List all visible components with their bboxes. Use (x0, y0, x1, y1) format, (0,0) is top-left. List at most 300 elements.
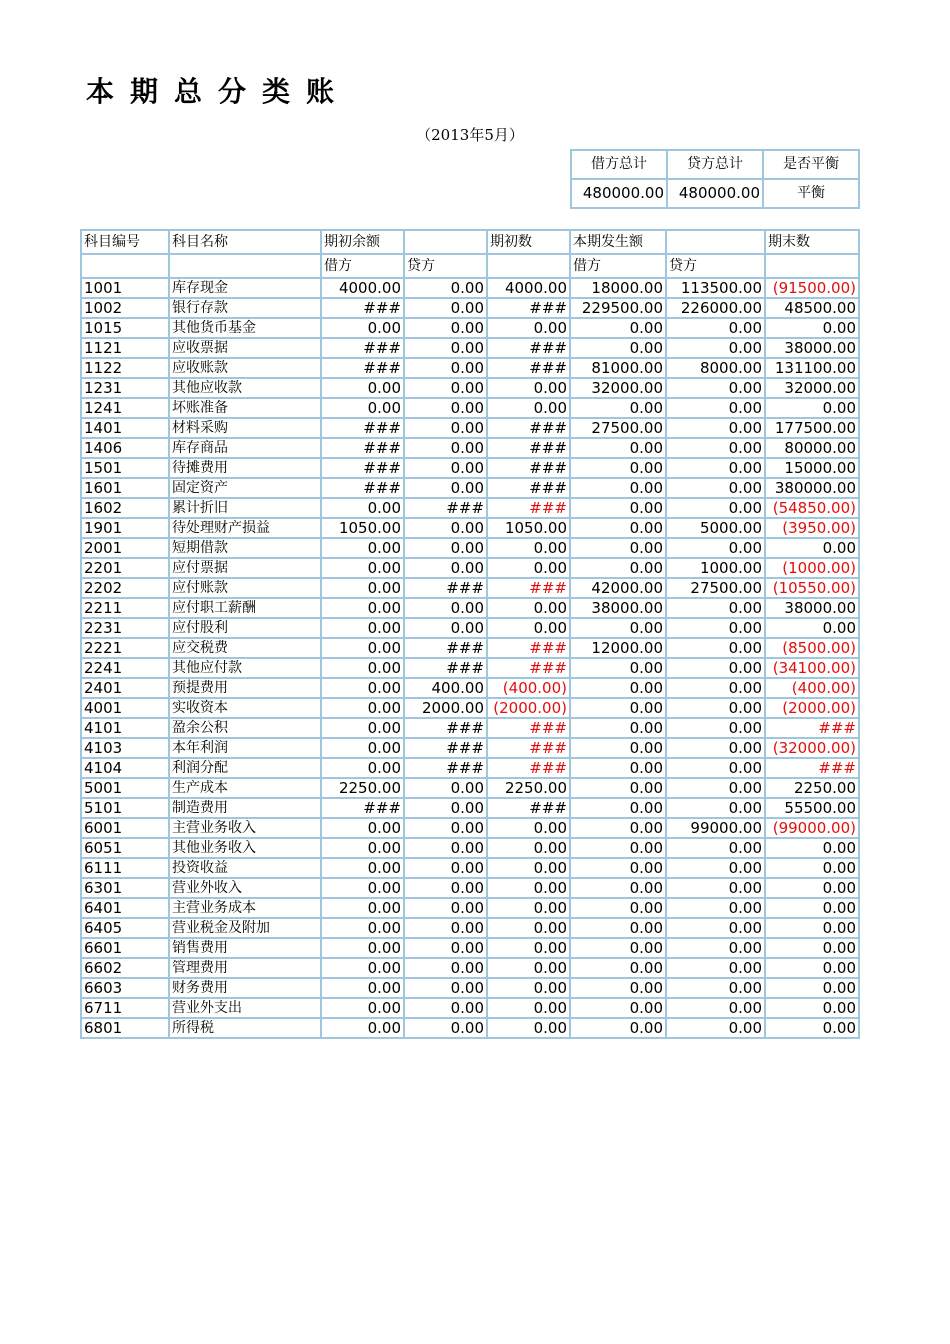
cell-opening-balance: ### (487, 798, 570, 818)
cell-opening-debit: 1050.00 (321, 518, 404, 538)
cell-opening-debit: 0.00 (321, 738, 404, 758)
cell-opening-credit: ### (404, 638, 487, 658)
cell-opening-credit: 0.00 (404, 778, 487, 798)
cell-code: 4101 (81, 718, 169, 738)
cell-period-debit: 0.00 (570, 698, 666, 718)
cell-opening-balance: ### (487, 738, 570, 758)
cell-opening-credit: 2000.00 (404, 698, 487, 718)
cell-code: 4103 (81, 738, 169, 758)
cell-opening-balance: ### (487, 658, 570, 678)
table-row (81, 398, 859, 418)
cell-opening-credit: ### (404, 738, 487, 758)
cell-period-debit: 0.00 (570, 438, 666, 458)
cell-closing-balance: 0.00 (765, 958, 859, 978)
cell-opening-debit: 0.00 (321, 558, 404, 578)
cell-period-credit: 0.00 (666, 838, 765, 858)
cell-code: 2201 (81, 558, 169, 578)
cell-name: 营业税金及附加 (169, 918, 321, 938)
cell-period-credit: 27500.00 (666, 578, 765, 598)
cell-opening-credit: 0.00 (404, 358, 487, 378)
table-row (81, 338, 859, 358)
cell-closing-balance: 131100.00 (765, 358, 859, 378)
cell-period-credit: 0.00 (666, 898, 765, 918)
cell-opening-credit: 0.00 (404, 478, 487, 498)
cell-period-credit: 0.00 (666, 778, 765, 798)
table-row (81, 418, 859, 438)
cell-period-credit: 1000.00 (666, 558, 765, 578)
cell-name: 营业外收入 (169, 878, 321, 898)
cell-period-debit: 12000.00 (570, 638, 666, 658)
cell-opening-debit: 4000.00 (321, 278, 404, 298)
cell-name: 销售费用 (169, 938, 321, 958)
cell-period-debit: 38000.00 (570, 598, 666, 618)
cell-period-credit: 0.00 (666, 978, 765, 998)
cell-period-credit: 0.00 (666, 598, 765, 618)
cell-closing-balance: 0.00 (765, 618, 859, 638)
cell-closing-balance: 0.00 (765, 998, 859, 1018)
cell-opening-debit: 0.00 (321, 638, 404, 658)
cell-opening-debit: 0.00 (321, 838, 404, 858)
cell-opening-debit: 0.00 (321, 618, 404, 638)
column-header-period-debit: 借方 (570, 254, 666, 278)
cell-opening-credit: 0.00 (404, 598, 487, 618)
table-row (81, 858, 859, 878)
cell-code: 6405 (81, 918, 169, 938)
cell-code: 6711 (81, 998, 169, 1018)
table-row (81, 518, 859, 538)
cell-opening-balance: 0.00 (487, 318, 570, 338)
cell-opening-debit: 0.00 (321, 1018, 404, 1038)
cell-opening-debit: 0.00 (321, 678, 404, 698)
cell-opening-credit: 0.00 (404, 918, 487, 938)
cell-name: 应付账款 (169, 578, 321, 598)
cell-code: 1406 (81, 438, 169, 458)
summary-value-row (571, 179, 859, 208)
cell-period-credit: 8000.00 (666, 358, 765, 378)
cell-opening-debit: 0.00 (321, 758, 404, 778)
cell-opening-credit: 0.00 (404, 998, 487, 1018)
cell-name: 主营业务收入 (169, 818, 321, 838)
cell-code: 1122 (81, 358, 169, 378)
cell-period-debit: 0.00 (570, 738, 666, 758)
cell-opening-balance: 0.00 (487, 598, 570, 618)
cell-closing-balance: 0.00 (765, 938, 859, 958)
cell-opening-debit: 0.00 (321, 578, 404, 598)
cell-opening-credit: 0.00 (404, 378, 487, 398)
cell-code: 4104 (81, 758, 169, 778)
cell-opening-debit: ### (321, 458, 404, 478)
cell-closing-balance: (2000.00) (765, 698, 859, 718)
cell-period-debit: 27500.00 (570, 418, 666, 438)
cell-name: 管理费用 (169, 958, 321, 978)
cell-opening-balance: ### (487, 638, 570, 658)
cell-period-debit: 229500.00 (570, 298, 666, 318)
table-row (81, 658, 859, 678)
cell-opening-debit: 2250.00 (321, 778, 404, 798)
cell-code: 1602 (81, 498, 169, 518)
cell-opening-balance: 0.00 (487, 558, 570, 578)
cell-period-debit: 0.00 (570, 778, 666, 798)
cell-closing-balance: 55500.00 (765, 798, 859, 818)
cell-opening-debit: ### (321, 418, 404, 438)
cell-opening-balance: 0.00 (487, 1018, 570, 1038)
cell-period-credit: 0.00 (666, 998, 765, 1018)
table-row (81, 378, 859, 398)
cell-period-debit: 0.00 (570, 978, 666, 998)
table-row (81, 738, 859, 758)
cell-code: 2001 (81, 538, 169, 558)
cell-opening-debit: 0.00 (321, 698, 404, 718)
cell-opening-balance: 0.00 (487, 878, 570, 898)
cell-closing-balance: 0.00 (765, 838, 859, 858)
cell-closing-balance: 0.00 (765, 858, 859, 878)
table-row (81, 458, 859, 478)
cell-name: 其他货币基金 (169, 318, 321, 338)
cell-closing-balance: 177500.00 (765, 418, 859, 438)
cell-code: 1231 (81, 378, 169, 398)
cell-name: 应付票据 (169, 558, 321, 578)
column-header-name: 科目名称 (169, 230, 321, 254)
column-header-opening-debit: 期初余额 (321, 230, 404, 254)
cell-period-credit: 0.00 (666, 438, 765, 458)
table-row (81, 678, 859, 698)
cell-opening-debit: ### (321, 338, 404, 358)
column-header-period-credit (666, 230, 765, 254)
cell-period-debit: 0.00 (570, 678, 666, 698)
cell-opening-credit: 0.00 (404, 798, 487, 818)
cell-name: 所得税 (169, 1018, 321, 1038)
cell-closing-balance: 0.00 (765, 978, 859, 998)
cell-period-debit: 0.00 (570, 898, 666, 918)
cell-opening-credit: 0.00 (404, 538, 487, 558)
cell-name: 利润分配 (169, 758, 321, 778)
cell-opening-balance: ### (487, 578, 570, 598)
credit-total-value: 480000.00 (667, 179, 763, 208)
credit-total-header: 贷方总计 (667, 150, 763, 179)
cell-name: 其他业务收入 (169, 838, 321, 858)
cell-period-credit: 0.00 (666, 958, 765, 978)
cell-closing-balance: 48500.00 (765, 298, 859, 318)
cell-opening-debit: 0.00 (321, 538, 404, 558)
cell-name: 库存商品 (169, 438, 321, 458)
cell-code: 1241 (81, 398, 169, 418)
column-header-opening-credit (404, 230, 487, 254)
cell-period-credit: 0.00 (666, 478, 765, 498)
cell-period-debit: 0.00 (570, 478, 666, 498)
cell-name: 预提费用 (169, 678, 321, 698)
table-row (81, 898, 859, 918)
cell-code: 2241 (81, 658, 169, 678)
table-row (81, 618, 859, 638)
cell-opening-debit: 0.00 (321, 978, 404, 998)
cell-period-debit: 0.00 (570, 458, 666, 478)
cell-period-credit: 0.00 (666, 798, 765, 818)
cell-name: 待摊费用 (169, 458, 321, 478)
cell-code: 2202 (81, 578, 169, 598)
cell-code: 1121 (81, 338, 169, 358)
cell-closing-balance: (3950.00) (765, 518, 859, 538)
cell-closing-balance: 0.00 (765, 878, 859, 898)
cell-opening-debit: ### (321, 358, 404, 378)
table-row (81, 598, 859, 618)
cell-opening-credit: 0.00 (404, 338, 487, 358)
cell-period-credit: 0.00 (666, 918, 765, 938)
table-row (81, 578, 859, 598)
cell-closing-balance: (99000.00) (765, 818, 859, 838)
cell-closing-balance: (1000.00) (765, 558, 859, 578)
cell-opening-credit: 400.00 (404, 678, 487, 698)
cell-opening-balance: 0.00 (487, 858, 570, 878)
cell-period-credit: 0.00 (666, 498, 765, 518)
cell-code: 2221 (81, 638, 169, 658)
cell-closing-balance: ### (765, 718, 859, 738)
table-row (81, 478, 859, 498)
cell-name: 固定资产 (169, 478, 321, 498)
cell-period-debit: 0.00 (570, 398, 666, 418)
cell-name: 累计折旧 (169, 498, 321, 518)
table-row (81, 558, 859, 578)
cell-period-credit: 0.00 (666, 658, 765, 678)
table-row (81, 838, 859, 858)
cell-opening-debit: 0.00 (321, 378, 404, 398)
table-row (81, 698, 859, 718)
cell-opening-debit: ### (321, 798, 404, 818)
cell-opening-debit: 0.00 (321, 598, 404, 618)
cell-period-credit: 0.00 (666, 718, 765, 738)
cell-name: 应付职工薪酬 (169, 598, 321, 618)
cell-code: 6801 (81, 1018, 169, 1038)
cell-opening-credit: 0.00 (404, 518, 487, 538)
table-row (81, 918, 859, 938)
column-header-opening-balance (487, 254, 570, 278)
ledger-table (80, 229, 860, 1039)
cell-opening-debit: ### (321, 478, 404, 498)
table-row (81, 818, 859, 838)
table-row (81, 638, 859, 658)
cell-period-credit: 0.00 (666, 458, 765, 478)
cell-period-debit: 0.00 (570, 798, 666, 818)
cell-period-debit: 0.00 (570, 858, 666, 878)
cell-name: 应交税费 (169, 638, 321, 658)
cell-name: 营业外支出 (169, 998, 321, 1018)
cell-closing-balance: 38000.00 (765, 598, 859, 618)
cell-name: 应收票据 (169, 338, 321, 358)
cell-opening-balance: ### (487, 458, 570, 478)
cell-code: 6602 (81, 958, 169, 978)
cell-closing-balance: 38000.00 (765, 338, 859, 358)
cell-opening-balance: ### (487, 758, 570, 778)
cell-opening-balance: ### (487, 718, 570, 738)
cell-opening-credit: 0.00 (404, 278, 487, 298)
cell-period-debit: 0.00 (570, 618, 666, 638)
cell-opening-credit: 0.00 (404, 558, 487, 578)
cell-opening-balance: 1050.00 (487, 518, 570, 538)
cell-period-debit: 0.00 (570, 1018, 666, 1038)
cell-code: 6301 (81, 878, 169, 898)
cell-code: 1601 (81, 478, 169, 498)
cell-opening-debit: ### (321, 298, 404, 318)
cell-opening-credit: ### (404, 578, 487, 598)
cell-opening-credit: 0.00 (404, 938, 487, 958)
table-row (81, 938, 859, 958)
debit-total-value: 480000.00 (571, 179, 667, 208)
cell-opening-balance: ### (487, 338, 570, 358)
cell-closing-balance: 0.00 (765, 898, 859, 918)
column-header-period-credit: 贷方 (666, 254, 765, 278)
table-row (81, 758, 859, 778)
cell-opening-credit: 0.00 (404, 1018, 487, 1038)
column-header-opening-debit: 借方 (321, 254, 404, 278)
table-row (81, 318, 859, 338)
cell-code: 2401 (81, 678, 169, 698)
cell-period-credit: 0.00 (666, 378, 765, 398)
cell-opening-credit: 0.00 (404, 858, 487, 878)
cell-opening-balance: 0.00 (487, 378, 570, 398)
cell-closing-balance: 80000.00 (765, 438, 859, 458)
column-header-name (169, 254, 321, 278)
cell-opening-credit: ### (404, 498, 487, 518)
cell-name: 财务费用 (169, 978, 321, 998)
table-row (81, 1018, 859, 1038)
cell-period-credit: 0.00 (666, 418, 765, 438)
cell-opening-balance: 0.00 (487, 958, 570, 978)
cell-period-credit: 0.00 (666, 538, 765, 558)
cell-code: 1501 (81, 458, 169, 478)
cell-period-debit: 0.00 (570, 818, 666, 838)
column-header-opening-credit: 贷方 (404, 254, 487, 278)
cell-name: 生产成本 (169, 778, 321, 798)
cell-period-debit: 0.00 (570, 658, 666, 678)
cell-closing-balance: (54850.00) (765, 498, 859, 518)
table-row (81, 878, 859, 898)
column-header-closing-balance (765, 254, 859, 278)
cell-code: 2211 (81, 598, 169, 618)
cell-name: 其他应收款 (169, 378, 321, 398)
cell-period-credit: 0.00 (666, 878, 765, 898)
cell-period-credit: 0.00 (666, 678, 765, 698)
table-row (81, 798, 859, 818)
cell-opening-balance: (400.00) (487, 678, 570, 698)
cell-opening-credit: 0.00 (404, 398, 487, 418)
cell-opening-debit: ### (321, 438, 404, 458)
cell-opening-credit: 0.00 (404, 838, 487, 858)
cell-opening-balance: ### (487, 438, 570, 458)
cell-name: 银行存款 (169, 298, 321, 318)
cell-opening-balance: 0.00 (487, 538, 570, 558)
cell-name: 库存现金 (169, 278, 321, 298)
table-row (81, 778, 859, 798)
cell-code: 6401 (81, 898, 169, 918)
cell-opening-balance: ### (487, 478, 570, 498)
cell-opening-debit: 0.00 (321, 858, 404, 878)
cell-opening-balance: 0.00 (487, 918, 570, 938)
cell-closing-balance: (34100.00) (765, 658, 859, 678)
table-row (81, 358, 859, 378)
cell-period-debit: 0.00 (570, 558, 666, 578)
cell-closing-balance: (8500.00) (765, 638, 859, 658)
balanced-header: 是否平衡 (763, 150, 859, 179)
cell-opening-balance: (2000.00) (487, 698, 570, 718)
cell-code: 6111 (81, 858, 169, 878)
cell-opening-balance: 0.00 (487, 398, 570, 418)
table-row (81, 718, 859, 738)
cell-opening-debit: 0.00 (321, 398, 404, 418)
cell-opening-balance: 0.00 (487, 938, 570, 958)
cell-opening-debit: 0.00 (321, 878, 404, 898)
cell-opening-balance: 0.00 (487, 978, 570, 998)
cell-code: 2231 (81, 618, 169, 638)
cell-name: 本年利润 (169, 738, 321, 758)
page-title: 本期总分类账 (86, 75, 351, 108)
column-header-opening-balance: 期初数 (487, 230, 570, 254)
cell-closing-balance: 32000.00 (765, 378, 859, 398)
cell-opening-balance: 0.00 (487, 618, 570, 638)
cell-name: 材料采购 (169, 418, 321, 438)
cell-opening-debit: 0.00 (321, 898, 404, 918)
cell-period-credit: 5000.00 (666, 518, 765, 538)
cell-period-debit: 18000.00 (570, 278, 666, 298)
cell-period-debit: 0.00 (570, 878, 666, 898)
cell-name: 应收账款 (169, 358, 321, 378)
cell-period-debit: 0.00 (570, 938, 666, 958)
table-row (81, 538, 859, 558)
cell-opening-credit: 0.00 (404, 958, 487, 978)
cell-period-debit: 0.00 (570, 498, 666, 518)
cell-period-credit: 0.00 (666, 758, 765, 778)
cell-opening-debit: 0.00 (321, 998, 404, 1018)
column-header-closing-balance: 期末数 (765, 230, 859, 254)
cell-code: 6603 (81, 978, 169, 998)
cell-opening-credit: 0.00 (404, 618, 487, 638)
cell-period-credit: 113500.00 (666, 278, 765, 298)
cell-period-debit: 0.00 (570, 718, 666, 738)
cell-period-debit: 42000.00 (570, 578, 666, 598)
cell-opening-balance: ### (487, 298, 570, 318)
cell-opening-credit: ### (404, 718, 487, 738)
debit-total-header: 借方总计 (571, 150, 667, 179)
cell-closing-balance: (10550.00) (765, 578, 859, 598)
cell-opening-balance: ### (487, 358, 570, 378)
ledger-header-row (81, 230, 859, 254)
cell-period-debit: 81000.00 (570, 358, 666, 378)
cell-period-credit: 0.00 (666, 1018, 765, 1038)
cell-opening-debit: 0.00 (321, 918, 404, 938)
cell-closing-balance: 2250.00 (765, 778, 859, 798)
cell-closing-balance: (91500.00) (765, 278, 859, 298)
cell-opening-credit: 0.00 (404, 298, 487, 318)
column-header-code: 科目编号 (81, 230, 169, 254)
cell-code: 6001 (81, 818, 169, 838)
cell-code: 4001 (81, 698, 169, 718)
cell-opening-debit: 0.00 (321, 498, 404, 518)
cell-opening-debit: 0.00 (321, 718, 404, 738)
cell-code: 1001 (81, 278, 169, 298)
cell-opening-credit: 0.00 (404, 318, 487, 338)
cell-closing-balance: 15000.00 (765, 458, 859, 478)
cell-closing-balance: ### (765, 758, 859, 778)
cell-opening-debit: 0.00 (321, 938, 404, 958)
cell-name: 其他应付款 (169, 658, 321, 678)
cell-opening-credit: 0.00 (404, 438, 487, 458)
cell-period-credit: 0.00 (666, 618, 765, 638)
cell-period-debit: 0.00 (570, 518, 666, 538)
column-header-period-debit: 本期发生额 (570, 230, 666, 254)
cell-name: 主营业务成本 (169, 898, 321, 918)
cell-period-credit: 0.00 (666, 398, 765, 418)
cell-period-debit: 0.00 (570, 338, 666, 358)
cell-code: 5101 (81, 798, 169, 818)
cell-period-credit: 226000.00 (666, 298, 765, 318)
